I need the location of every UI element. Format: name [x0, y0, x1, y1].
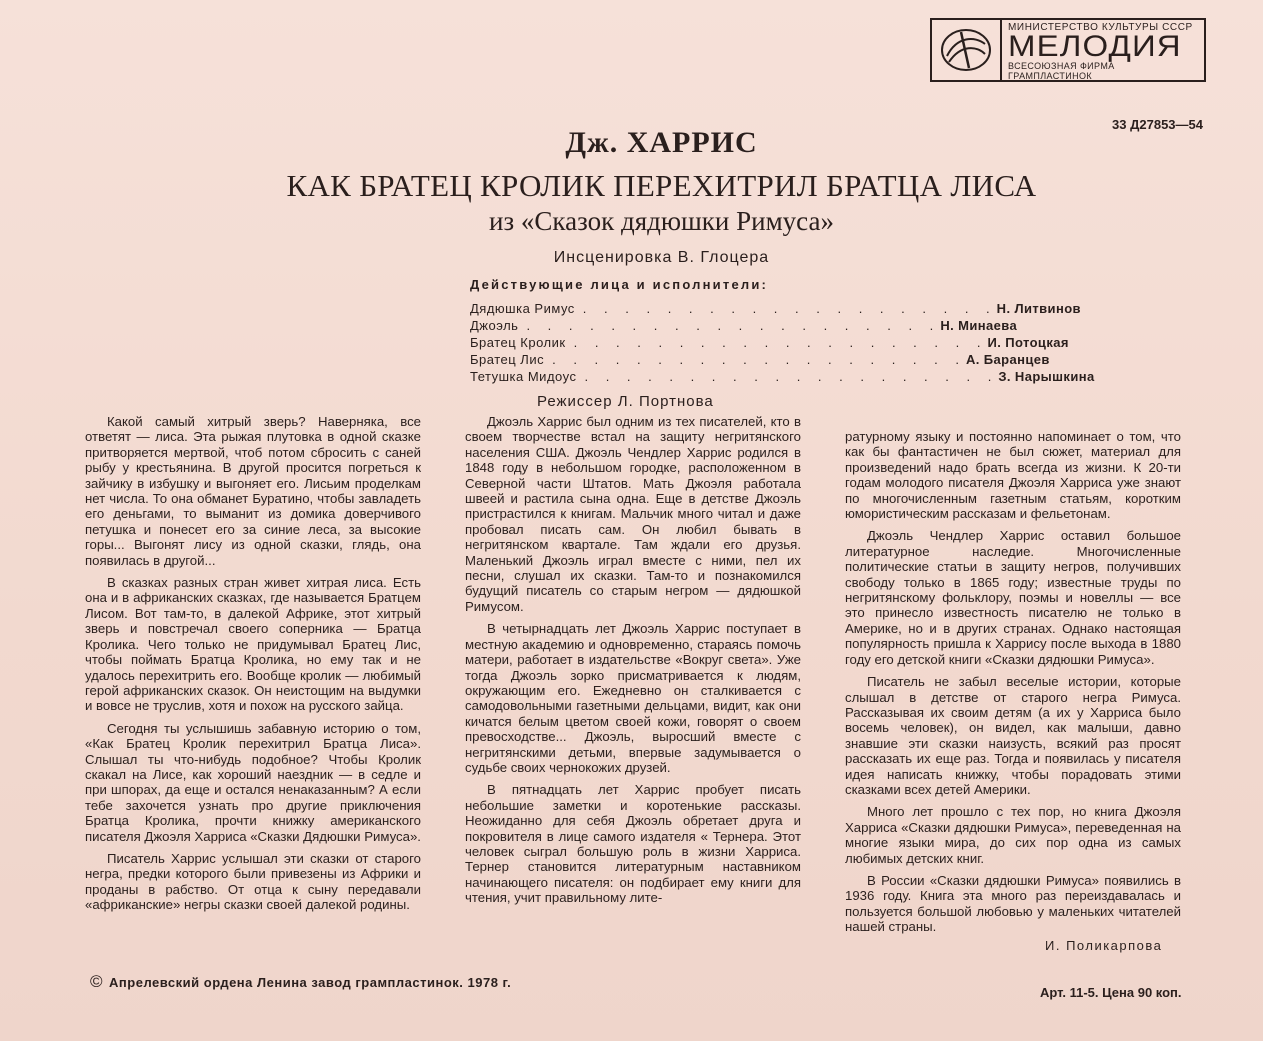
cast-row — [470, 317, 1018, 334]
text-column-2 — [465, 414, 801, 913]
publisher-text: Апрелевский ордена Ленина завод грампластинок. 1978 г. — [109, 974, 512, 990]
paragraph: Сегодня ты услышишь забавную историю о том, «Как Братец Кролик перехитрил Братца Лиса». Слышал ты что-нибудь подобное? Чтобы Кролик скакал на Лисе, как хороший наездник — в седле и при шпорах, да еще и остался ненаказанным? А если тебе захочется узнать про другие приключения Братца Кролика, прочти книжку американского писателя Джоэля Харриса «Сказки Дядюшки Римуса». — [85, 720, 421, 844]
paragraph: В сказках разных стран живет хитрая лиса. Есть она и в африканских сказках, где называется Братцем Лисом. Вот там-то, в далекой Африке, этот хитрый зверь и повстречал своего соперника — Братца Кролика. Чего только не придумывал Братец Лис, чтобы поймать Братца Кролика, но ему так и не удалось перехитрить его. Вообще кролик — любимый герой африканских сказок. Он неистощим на выдумки и вовсе не труслив, хотя и похож на русского зайца. — [85, 575, 421, 714]
cast-dots: . . . . . . . . . . . . . . . . . . . . — [584, 369, 999, 384]
paragraph: Писатель не забыл веселые истории, которые слышал в детстве от старого негра Римуса. Рассказывая их своим детям (а их у Харриса было восемь человек), он видел, как малыши, давно знавшие эти сказки наизусть, всякий раз просят рассказать их еще раз. Тогда и появилась у писателя идея написать книжку, чтобы порадовать этими сказками всех детей Америки. — [845, 674, 1181, 797]
text-column-1 — [85, 414, 421, 920]
staging-credit: Инсценировка В. Глоцера — [553, 249, 770, 266]
copyright-icon: © — [90, 972, 104, 991]
paragraph: В России «Сказки дядюшки Римуса» появились в 1936 году. Книга эта много раз переиздавалась и пользуется большой любовью у маленьких читателей нашей страны. — [845, 872, 1181, 935]
header — [0, 126, 1263, 267]
cast-role: Джоэль — [470, 318, 519, 333]
logo-name: МЕЛОДИЯ — [1008, 30, 1182, 63]
footer-publisher — [90, 972, 511, 992]
subtitle: из «Сказок дядюшки Римуса» — [489, 206, 834, 236]
cast-actor: З. Нарышкина — [998, 369, 1095, 384]
cast-role: Братец Лис — [470, 352, 545, 367]
cast-role: Тетушка Мидоус — [470, 369, 577, 384]
cast-row — [470, 351, 1050, 368]
page-title: КАК БРАТЕЦ КРОЛИК ПЕРЕХИТРИЛ БРАТЦА ЛИСА — [286, 168, 1037, 203]
text-column-3 — [845, 429, 1181, 942]
melodiya-logo — [930, 18, 1206, 82]
paragraph: ратурному языку и постоянно напоминает о том, что как бы фантастичен не был сюжет, материал для произведений надо брать всегда из жизни. К 20-ти годам молодого писателя Джоэля Харриса уже знают по многочисленным газетным статьям, коротким юмористическим рассказам и фельетонам. — [845, 429, 1181, 522]
cast-row — [470, 368, 1095, 385]
cast-actor: Н. Литвинов — [996, 301, 1081, 316]
author: Дж. ХАРРИС — [565, 126, 758, 159]
logo-top-line: МИНИСТЕРСТВО КУЛЬТУРЫ СССР — [1008, 22, 1193, 33]
cast-role: Дядюшка Римус — [470, 301, 575, 316]
cast-row — [470, 300, 1081, 317]
cast-role: Братец Кролик — [470, 335, 566, 350]
cast-dots: . . . . . . . . . . . . . . . . . . . . — [573, 335, 988, 350]
article-signature: И. Поликарпова — [1045, 938, 1163, 953]
cast-dots: . . . . . . . . . . . . . . . . . . . . — [552, 352, 966, 367]
paragraph: Писатель Харрис услышал эти сказки от старого негра, предки которого были привезены из Африки и проданы в рабство. От отца к сыну передавали «африканские» негры сказки своей далекой родины. — [85, 850, 421, 913]
paragraph: В пятнадцать лет Харрис пробует писать небольшие заметки и коротенькие рассказы. Неожиданно для себя Джоэль обретает друга и покровителя в лице самого издателя « Тернера. Этот человек сыграл большую роль в жизни Харриса. Тернер становится литературным наставником начинающего писателя: он подбирает ему книги для чтения, учит правильному лите- — [465, 782, 801, 906]
paragraph: Какой самый хитрый зверь? Наверняка, все ответят — лиса. Эта рыжая плутовка в одной сказке притворяется мертвой, чтоб потом сбросить с саней рыбу у крестьянина. В другой просится погреться к зайчику в избушку и выгоняет его. Лисьим проделкам нет числа. То она обманет Буратино, чтобы завладеть его деньгами, то выманит из домика доверчивого петушка и понесет его за синие леса, за высокие горы... Выгонят лису из одной сказки, глядь, она появилась в другой... — [85, 414, 421, 568]
catalog-number: 33 Д27853—54 — [1112, 117, 1203, 132]
cast-actor: И. Потоцкая — [987, 335, 1069, 350]
cast-row — [470, 334, 1069, 351]
melodiya-emblem-icon — [932, 20, 1002, 80]
paragraph: В четырнадцать лет Джоэль Харрис поступает в местную академию и одновременно, стараясь помочь матери, работает в издательстве «Вокруг света». Уже тогда Джоэль зорко присматривается к людям, окружающим его. Ежедневно он сталкивается с самодовольными газетными дельцами, видит, как они кичатся белым цветом своей кожи, говорят о своем превосходстве... Джоэль, выросший вместе с негритянскими детьми, впервые задумывается о судьбе своих чернокожих друзей. — [465, 621, 801, 775]
logo-bottom-line: ВСЕСОЮЗНАЯ ФИРМА ГРАМПЛАСТИНОК — [1008, 61, 1115, 81]
cast-actor: А. Баранцев — [965, 352, 1050, 367]
cast-title: Действующие лица и исполнители: — [470, 277, 769, 292]
cast-actor: Н. Минаева — [940, 318, 1018, 333]
paragraph: Джоэль Чендлер Харрис оставил большое литературное наследие. Многочисленные политические статьи в защиту негров, получивших свободу только в 1865 году; известные труды по негритянскому фольклору, поэмы и новеллы — все это принесло известность писателю не только в Америке, но и в других странах. Однако настоящая популярность пришла к Харрису после выхода в 1880 году его детской книги «Сказки дядюшки Римуса». — [845, 528, 1181, 667]
paragraph: Много лет прошло с тех пор, но книга Джоэля Харриса «Сказки дядюшки Римуса», переведенная на многие языки мира, до сих пор одна из самых любимых детских книг. — [845, 804, 1181, 866]
cast-list — [470, 277, 1095, 385]
paragraph: Джоэль Харрис был одним из тех писателей, кто в своем творчестве встал на защиту негритянского населения США. Джоэль Чендлер Харрис родился в 1848 году в небольшом городке, расположенном в Северной части Штатов. Мать Джоэля работала швеей и растила сына одна. Еще в детстве Джоэль пристрастился к книгам. Мальчик много читал и даже пробовал писать сам. Он любил бывать в негритянском квартале. Там ждали его друзья. Маленький Джоэль играл вместе с ними, пел их песни, слушал их сказки. Там-то и познакомился будущий писатель со старым негром — дядюшкой Римусом. — [465, 414, 801, 614]
director-credit: Режиссер Л. Портнова — [537, 393, 714, 410]
cast-dots: . . . . . . . . . . . . . . . . . . . . — [526, 318, 941, 333]
cast-dots: . . . . . . . . . . . . . . . . . . . . — [582, 301, 997, 316]
footer-price: Арт. 11-5. Цена 90 коп. — [1040, 985, 1182, 1000]
